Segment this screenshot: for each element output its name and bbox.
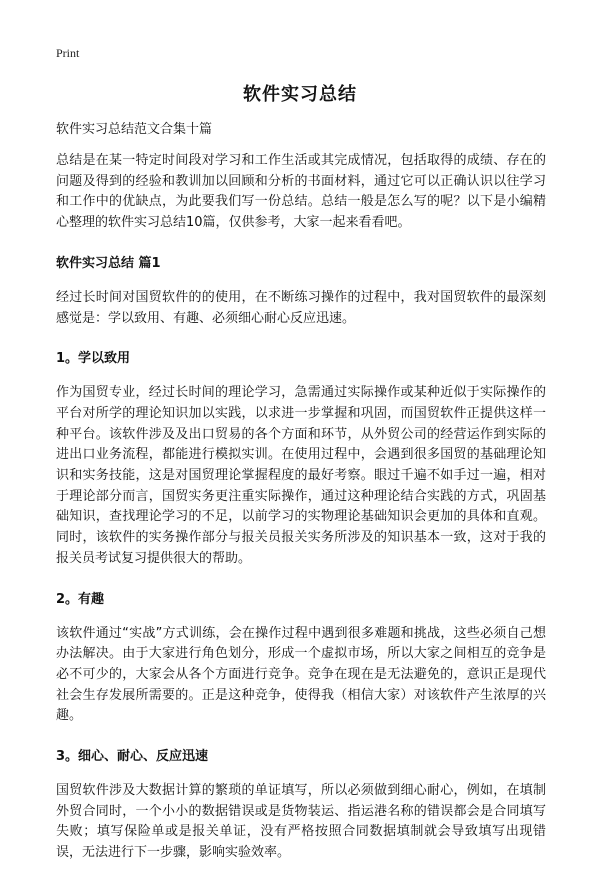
- section-intro-paragraph: 经过长时间对国贸软件的的使用，在不断练习操作的过程中，我对国贸软件的最深刻感觉是：学以致用、有趣、必须细心耐心反应迅速。: [56, 289, 546, 326]
- point-heading-3: 3。细心、耐心、反应迅速: [56, 749, 209, 765]
- intro-paragraph: 总结是在某一特定时间段对学习和工作生活或其完成情况，包括取得的成绩、存在的问题及得到的经验和教训加以回顾和分析的书面材料，通过它可以正确认识以往学习和工作中的优缺点，为此要我们写一份总结。总结一般是怎么写的呢？以下是小编精心整理的软件实习总结10篇，仅供参考，大家一起来看看吧。: [56, 153, 546, 231]
- point-heading-2: 2。有趣: [56, 591, 105, 607]
- print-link[interactable]: Print: [56, 46, 80, 60]
- article-subtitle: 软件实习总结范文合集十篇: [56, 122, 213, 137]
- point-body-2: 该软件通过“实战”方式训练，会在操作过程中遇到很多难题和挑战，这些必须自己想办法解决。由于大家进行角色划分，形成一个虚拟市场，所以大家之间相互的竞争是必不可少的，大家会从各个方面进行竞争。竞争在现在是无法避免的，意识正是现代社会生存发展所需要的。正是这种竞争，使得我（相信大家）对该软件产生浓厚的兴趣。: [56, 625, 546, 724]
- section-heading: 软件实习总结 篇1: [56, 255, 161, 271]
- point-heading-1: 1。学以致用: [56, 351, 131, 367]
- page-title: 软件实习总结: [243, 84, 357, 105]
- article-body: [56, 120, 546, 884]
- point-body-1: 作为国贸专业，经过长时间的理论学习，急需通过实际操作或某种近似于实际操作的平台对所学的理论知识加以实践，以求进一步掌握和巩固，而国贸软件正提供这样一种平台。该软件涉及及出口贸易的各个方面和环节，从外贸公司的经营运作到实际的进出口业务流程，都能进行模拟实训。在使用过程中，会遇到很多国贸的基础理论知识和实务技能，这是对国贸理论掌握程度的最好考察。眼过千遍不如手过一遍，相对于理论部分而言，国贸实务更注重实际操作，通过这种理论结合实践的方式，巩固基础知识，查找理论学习的不足，以前学习的实物理论基础知识会更加的具体和直观。同时，该软件的实务操作部分与报关员报关实务所涉及的知识基本一致，这对于我的报关员考试复习提供很大的帮助。: [56, 385, 546, 566]
- point-body-3: 国贸软件涉及大数据计算的繁琐的单证填写，所以必须做到细心耐心，例如，在填制外贸合同时，一个小小的数据错误或是货物装运、指运港名称的错误都会是合同填写失败；填写保险单或是报关单证，没有严格按照合同数据填制就会导致填写出现错误，无法进行下一步骤，影响实验效率。: [56, 783, 546, 861]
